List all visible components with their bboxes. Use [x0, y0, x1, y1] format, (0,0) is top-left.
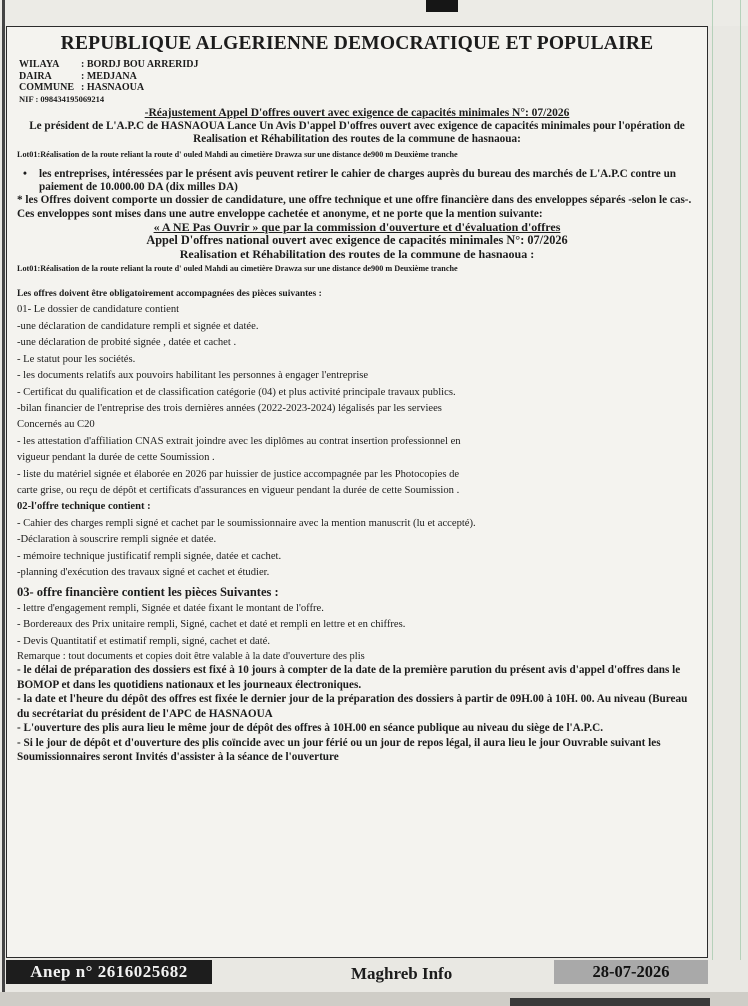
nif: NIF : 098434195069214 — [19, 93, 105, 104]
fold-line — [712, 0, 713, 960]
lot-1: Lot01:Réalisation de la route reliant la route d' ouled Mahdi au cimetière Drawza sur une distance de900 m Deuxième tranche — [17, 149, 458, 159]
depot-paragraph: - la date et l'heure du dépôt des offres est fixée le dernier jour de la préparation des dossiers à partir de 09H.00 à 10H. 00. Au niveau (Bureau du secrétariat du président de l'APC de HASNAOUA — [17, 693, 688, 720]
notice-header: REPUBLIQUE ALGERIENNE DEMOCRATIQUE ET POPULAIRE — [60, 33, 654, 54]
footer — [6, 958, 708, 986]
ouverture-paragraph: - L'ouverture des plis aura lieu le même jour de dépôt des offres à 10H.00 en séance publique au niveau du siège de l'A.P.C. — [17, 722, 604, 735]
top-black-tab — [426, 0, 458, 12]
remarque: Remarque : tout documents et copies doit être valable à la date d'ouverture des plis — [17, 651, 365, 663]
daira-label: DAIRA — [19, 70, 52, 82]
list-item: -Déclaration à souscrire rempli signée et datée. — [17, 534, 217, 546]
mention: « A NE Pas Ouvrir » que par la commission d'ouverture et d'évaluation d'offres — [153, 219, 561, 234]
list-item: - Le statut pour les sociétés. — [17, 353, 136, 365]
requirements-intro: Les offres doivent être obligatoirement accompagnées des pièces suivantes : — [17, 289, 322, 300]
list-item: - Cahier des charges rempli signé et cachet par le soumissionnaire avec la mention manuscrit (lu et accepté). — [17, 517, 476, 529]
top-strip — [0, 0, 748, 26]
ferie-paragraph: - Si le jour de dépôt et d'ouverture des plis coïncide avec un jour férié ou un jour de repos légal, il aura lieu le jour Ouvrable suivant les Soumissionnaires seront Invités d'assister à la séance de l'ouverture — [17, 736, 661, 764]
wilaya-label: WILAYA — [19, 59, 60, 70]
dossier-list — [7, 319, 707, 499]
list-item: -planning d'exécution des travaux signé et cachet et étudier. — [17, 566, 270, 578]
appel-title: Appel D'offres national ouvert avec exigence de capacités minimales N°: 07/2026 — [146, 233, 568, 248]
list-item: -bilan financier de l'entreprise des trois dernières années (2022-2023-2024) légalisés par les serviees — [17, 402, 442, 414]
notice-frame — [6, 26, 708, 958]
newspaper-name: Maghreb Info — [351, 964, 453, 983]
tech-list — [7, 516, 707, 582]
list-item: - Bordereaux des Prix unitaire rempli, Signé, cachet et daté et rempli en lettre et en chiffres. — [17, 619, 406, 631]
publication-date: 28-07-2026 — [554, 960, 708, 984]
lot-1-repeat: Lot01:Réalisation de la route reliant la route d' ouled Mahdi au cimetière Drawza sur une distance de900 m Deuxième tranche — [17, 263, 458, 273]
daira-value: : MEDJANA — [81, 70, 137, 82]
para-offres: * les Offres doivent comporte un dossier de candidature, une offre technique et une offre financière dans des enveloppes séparés -selon le cas-. Ces enveloppes sont mises dans une autre enveloppe cachetée et anonyme, et ne porte que la mention suivante: — [17, 194, 692, 220]
commune-label: COMMUNE — [19, 82, 74, 93]
fin-heading: 03- offre financière contient les pièces Suivantes : — [17, 585, 279, 600]
fin-list — [7, 601, 707, 650]
list-item: - liste du matériel signée et élaborée en 2026 par huissier de justice accompagnée par les Photocopies de — [17, 468, 460, 480]
fold-line — [740, 0, 741, 960]
notice-intro: Le président de L'A.P.C de HASNAOUA Lance Un Avis D'appel D'offres ouvert avec exigence de capacités minimales pour l'opération de Realisation et Réhabilitation des routes de la commune de hasnaoua: — [29, 120, 685, 146]
list-item: vigueur pendant la durée de cette Soumission . — [17, 452, 215, 464]
list-item: - mémoire technique justificatif rempli signée, datée et cachet. — [17, 550, 282, 562]
list-item: - les documents relatifs aux pouvoirs habilitant les personnes à engager l'entreprise — [17, 370, 369, 382]
delai-paragraph: - le délai de préparation des dossiers est fixé à 10 jours à compter de la date de la première parution du présent avis d'appel d'offres dans le BOMOP et dans les quotidiens nationaux et les journeaux électroniques. — [17, 664, 681, 691]
wilaya-value: : BORDJ BOU ARRERIDJ — [81, 59, 199, 70]
list-item: Concernés au C20 — [17, 419, 95, 431]
bottom-dark-bar — [510, 998, 710, 1006]
anep-number: Anep n° 2616025682 — [6, 960, 212, 984]
tech-heading: 02-l'offre technique contient : — [17, 501, 151, 513]
notice-title: -Réajustement Appel D'offres ouvert avec exigence de capacités minimales N°: 07/2026 — [144, 107, 570, 119]
list-item: - Certificat du qualification et de classification catégorie (04) et plus activité principale travaux publics. — [17, 386, 456, 398]
admin-meta — [7, 59, 707, 105]
list-item: carte grise, ou reçu de dépôt et certificats d'assurances en vigueur pendant la durée de cette Soumission . — [17, 484, 460, 496]
list-item: - les attestation d'affiliation CNAS extrait joindre avec les diplômes au contrat insertion professionnel en — [17, 435, 461, 447]
dossier-heading: 01- Le dossier de candidature contient — [17, 304, 180, 316]
commune-value: : HASNAOUA — [81, 82, 145, 93]
list-item: -une déclaration de probité signée , datée et cachet . — [17, 337, 237, 349]
page-left-edge — [2, 0, 5, 1006]
bullet-retrait: • les entreprises, intéressées par le présent avis peuvent retirer le cahier de charges auprès du bureau des marchés de L'A.P.C contre un paiement de 10.000.00 DA (dix milles DA) — [7, 168, 707, 195]
list-item: - lettre d'engagement rempli, Signée et datée fixant le montant de l'offre. — [17, 602, 324, 614]
realisation-title: Realisation et Réhabilitation des routes de la commune de hasnaoua : — [179, 246, 535, 261]
list-item: -une déclaration de candidature rempli et signée et datée. — [17, 320, 259, 332]
list-item: - Devis Quantitatif et estimatif rempli, signé, cachet et daté. — [17, 635, 270, 647]
